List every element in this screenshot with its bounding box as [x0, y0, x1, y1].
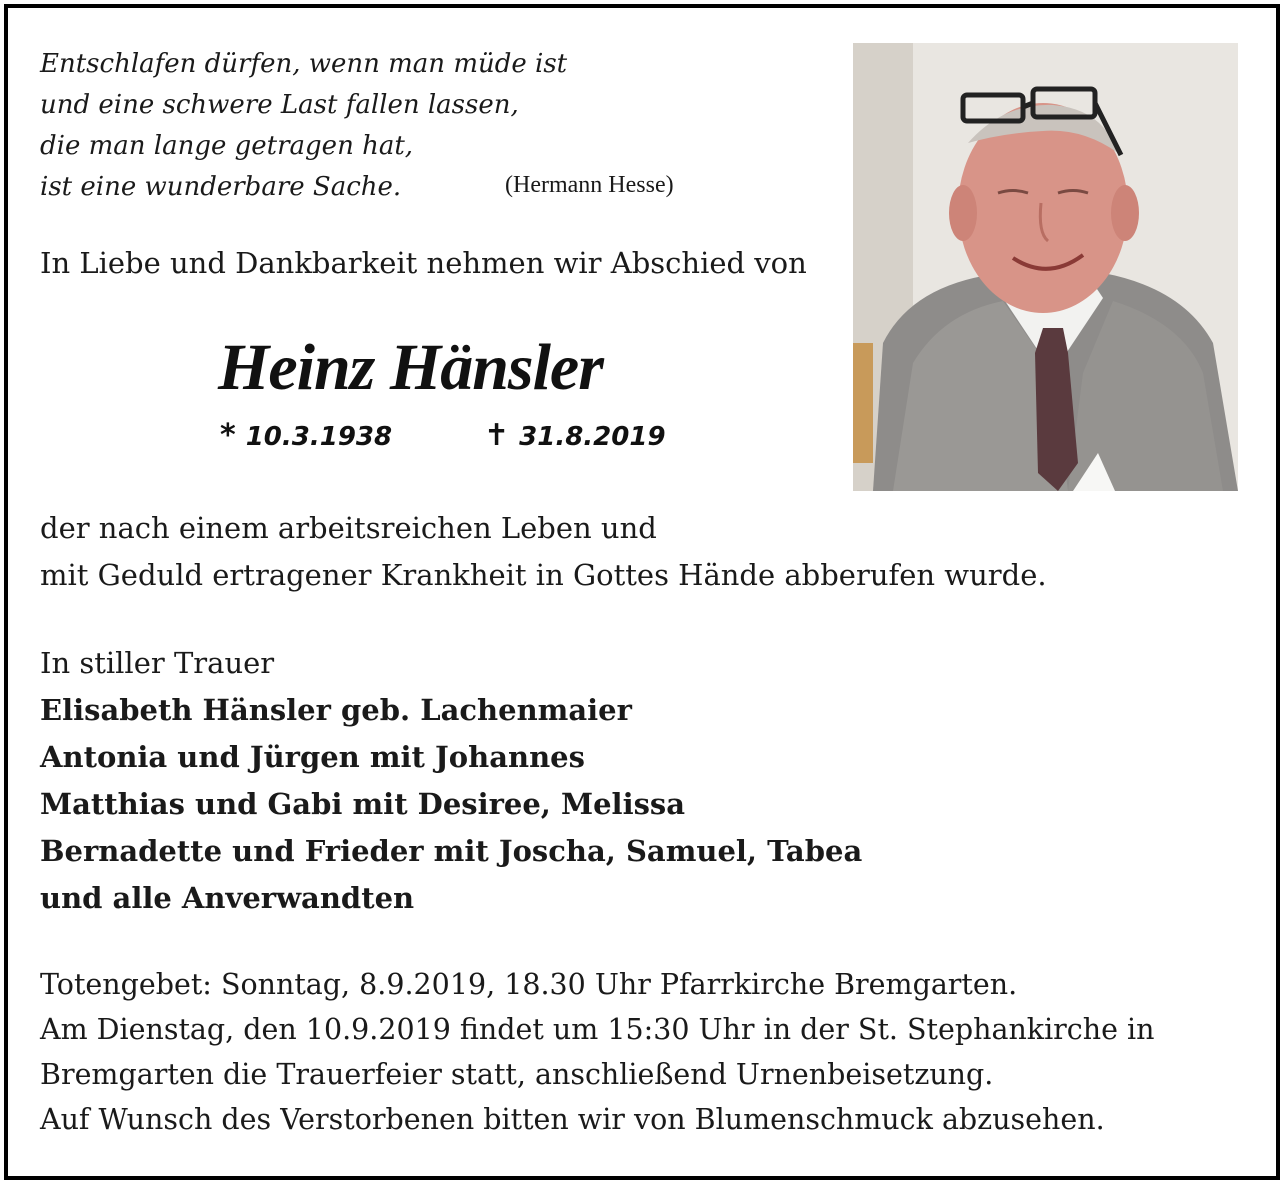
- quote-line: Entschlafen dürfen, wenn man müde ist: [40, 49, 568, 79]
- mourner-name: und alle Anverwandten: [40, 881, 415, 915]
- mourner-name: Elisabeth Hänsler geb. Lachenmaier: [40, 693, 632, 727]
- closing-text: [40, 505, 1047, 599]
- service-info: [40, 962, 1155, 1142]
- quote-line: ist eine wunderbare Sache.: [40, 172, 402, 202]
- birth-date: [220, 418, 392, 453]
- birth-date-value: 10.3.1938: [245, 422, 393, 452]
- portrait-photo: [853, 43, 1238, 491]
- death-date-value: 31.8.2019: [519, 422, 666, 452]
- deceased-name: Heinz Hänsler: [218, 331, 603, 404]
- quote-line: die man lange getragen hat,: [40, 131, 414, 161]
- mourners-block: [40, 640, 862, 922]
- service-line: Totengebet: Sonntag, 8.9.2019, 18.30 Uhr Pfarrkirche Bremgarten.: [40, 968, 1018, 1001]
- service-line: Am Dienstag, den 10.9.2019 findet um 15:30 Uhr in der St. Stephankirche in: [40, 1013, 1155, 1046]
- cross-icon: ✝: [484, 418, 510, 453]
- quote-line: und eine schwere Last fallen lassen,: [40, 90, 519, 120]
- mourner-name: Antonia und Jürgen mit Johannes: [40, 740, 585, 774]
- mourner-name: Matthias und Gabi mit Desiree, Melissa: [40, 787, 686, 821]
- mourners-heading: In stiller Trauer: [40, 646, 275, 680]
- service-line: Auf Wunsch des Verstorbenen bitten wir von Blumenschmuck abzusehen.: [40, 1103, 1105, 1136]
- mourner-name: Bernadette und Frieder mit Joscha, Samuel, Tabea: [40, 834, 863, 868]
- service-line: Bremgarten die Trauerfeier statt, anschließend Urnenbeisetzung.: [40, 1058, 994, 1091]
- star-icon: *: [220, 418, 236, 453]
- death-date: [484, 418, 666, 453]
- portrait-illustration: [853, 43, 1238, 491]
- quote-author: (Hermann Hesse): [505, 172, 674, 198]
- closing-line: der nach einem arbeitsreichen Leben und: [40, 511, 657, 545]
- closing-line: mit Geduld ertragener Krankheit in Gottes Hände abberufen wurde.: [40, 558, 1047, 592]
- intro-text: In Liebe und Dankbarkeit nehmen wir Abschied von: [40, 246, 807, 280]
